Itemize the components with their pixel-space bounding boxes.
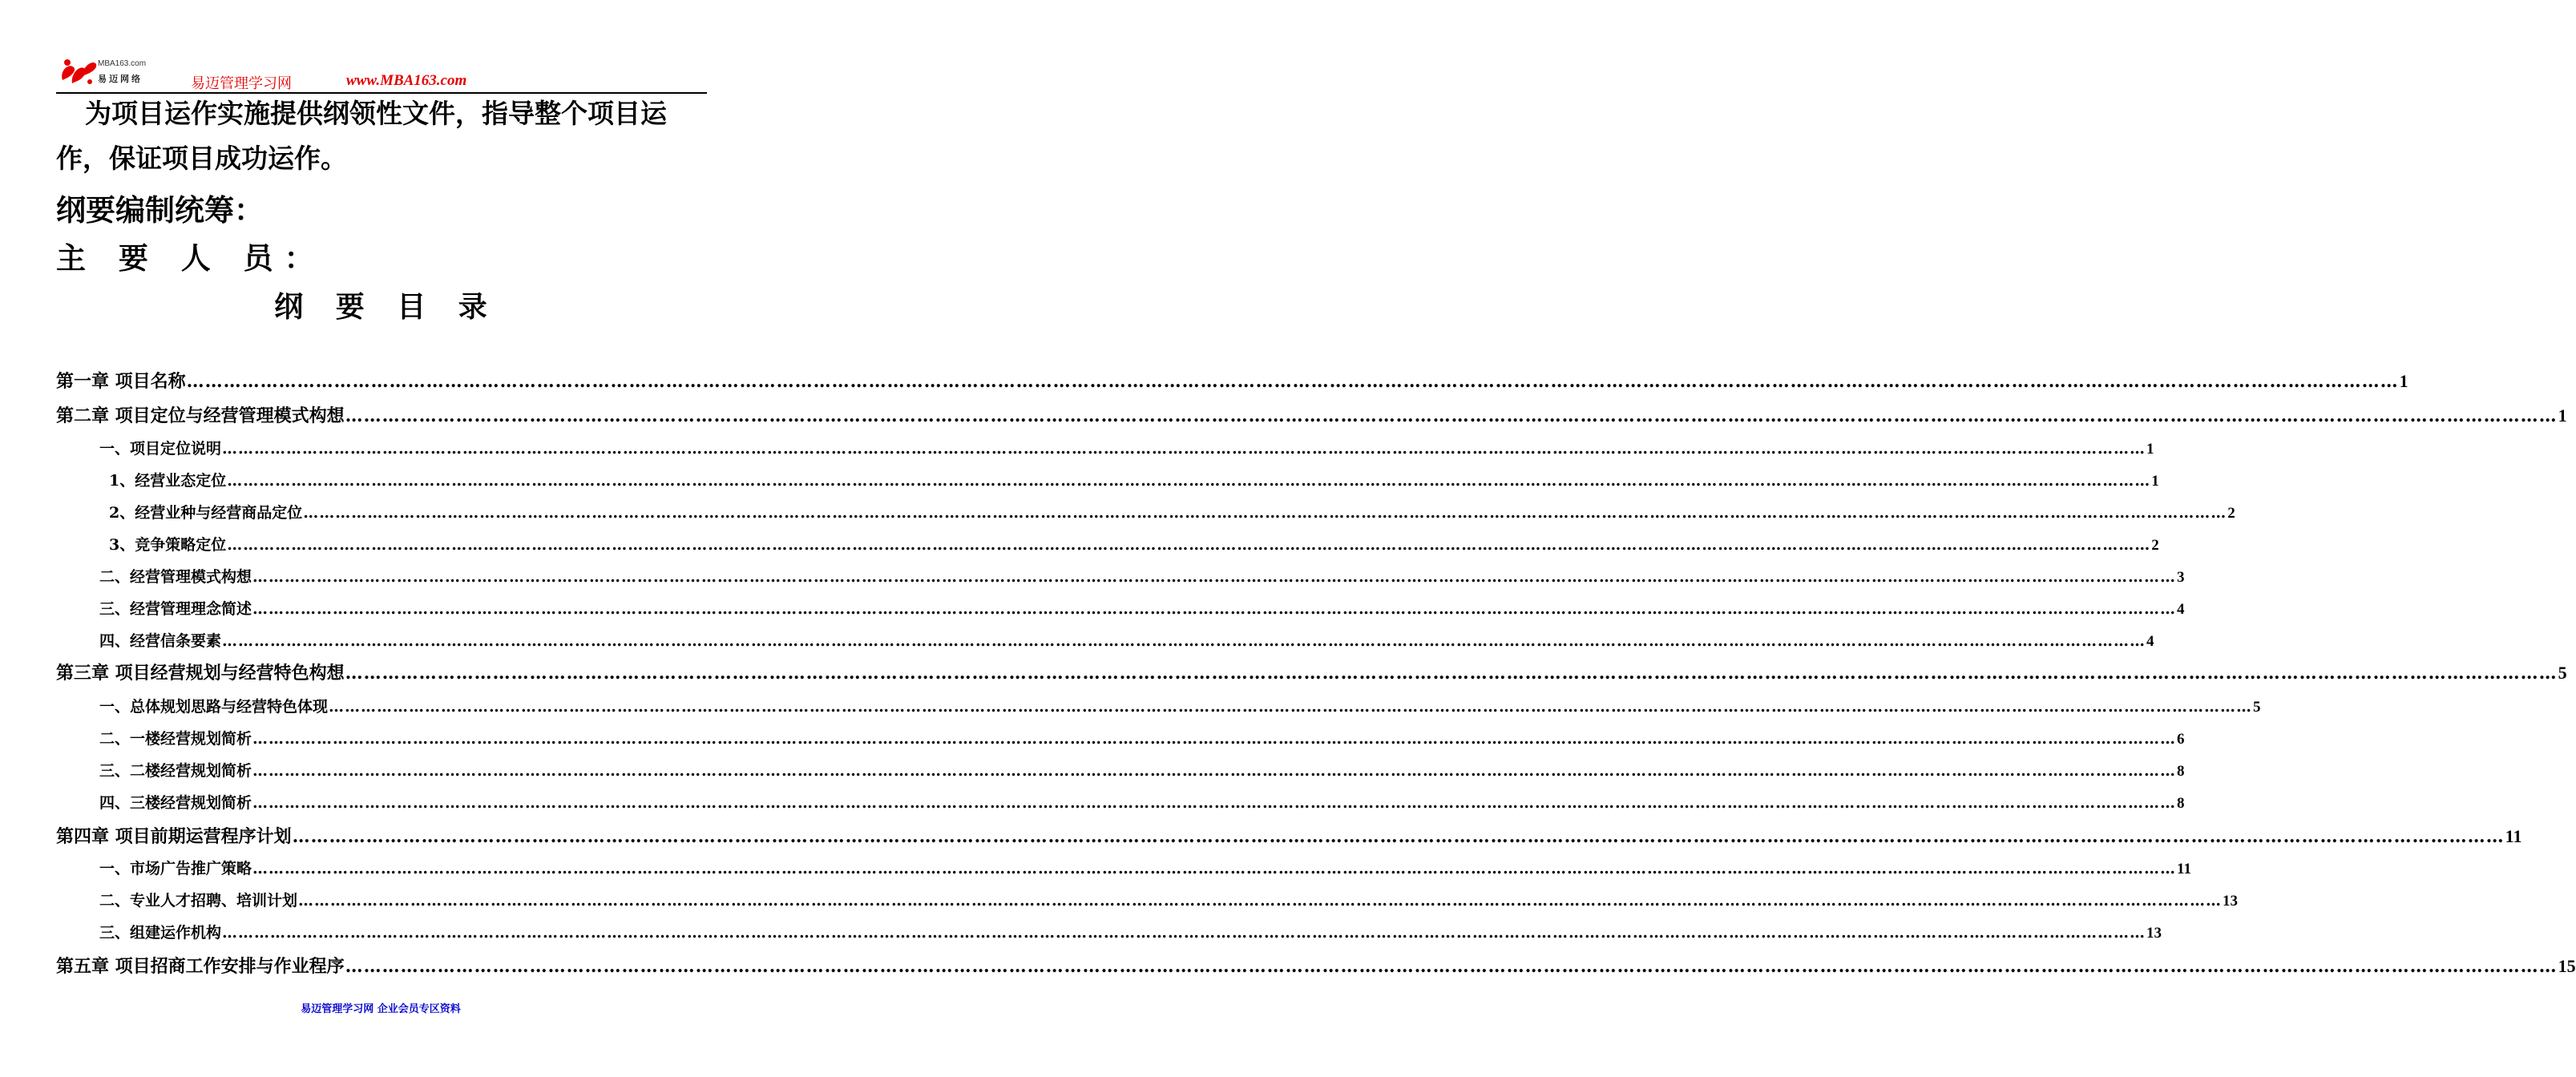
toc-dot-leader: ……………………………………………………………………………………………………………………………………………………………………………………………………………………………………………………………………………………………………………………………… <box>345 663 2558 684</box>
toc-dot-leader: ……………………………………………………………………………………………………………………………………………………………………………………………………………………………………………………………………………………………………………………………… <box>186 371 2399 392</box>
toc-entry-page: 11 <box>2177 861 2191 877</box>
toc-entry-page: 15 <box>2558 956 2576 976</box>
toc-entry-page: 2 <box>2227 505 2235 522</box>
toc-entry-label: 第五章 项目招商工作安排与作业程序 <box>56 956 345 977</box>
toc-entry-label: 二、一楼经营规划简析 <box>99 730 252 748</box>
toc-entry[interactable] <box>99 695 2261 716</box>
toc-dot-leader: ……………………………………………………………………………………………………………………………………………………………………………………………………………………………………………………………………………………………………………………………… <box>252 762 2177 780</box>
toc-dot-leader: ……………………………………………………………………………………………………………………………………………………………………………………………………………………………………………………………………………………………………………………………… <box>345 956 2558 977</box>
site-title: 易迈管理学习网 <box>191 75 292 92</box>
toc-dot-leader: ……………………………………………………………………………………………………………………………………………………………………………………………………………………………………………………………………………………………………………………………… <box>227 472 2151 490</box>
toc-entry[interactable] <box>99 791 2185 813</box>
toc-entry[interactable] <box>99 437 2154 458</box>
toc-entry-page: 6 <box>2177 731 2185 748</box>
toc-entry[interactable] <box>56 660 2567 684</box>
logo-brand-name: 易迈网络 <box>98 74 143 84</box>
toc-entry-label: 第四章 项目前期运营程序计划 <box>56 826 292 847</box>
compiler-field: 纲要编制统筹： <box>56 192 264 228</box>
toc-entry[interactable] <box>99 629 2154 651</box>
toc-entry-label: 四、经营信条要素 <box>99 632 222 650</box>
toc-entry[interactable] <box>99 727 2185 748</box>
toc-entry[interactable] <box>99 889 2239 910</box>
toc-entry-label: 三、二楼经营规划简析 <box>99 762 252 780</box>
toc-entry-label: 第三章 项目经营规划与经营特色构想 <box>56 663 345 684</box>
toc-dot-leader: ……………………………………………………………………………………………………………………………………………………………………………………………………………………………………………………………………………………………………………………………… <box>252 568 2177 586</box>
intro-text: 为项目运作实施提供纲领性文件，指导整个项目运作，保证项目成功运作。 <box>56 98 667 174</box>
toc-entry-page: 3 <box>2177 569 2185 586</box>
toc-entry[interactable] <box>56 823 2522 848</box>
toc-entry-label: 2、经营业种与经营商品定位 <box>109 504 303 522</box>
toc-dot-leader: ……………………………………………………………………………………………………………………………………………………………………………………………………………………………………………………………………………………………………………………………… <box>227 536 2151 554</box>
toc-entry-page: 11 <box>2505 826 2522 846</box>
toc-entry-page: 5 <box>2253 699 2261 716</box>
toc-dot-leader: ……………………………………………………………………………………………………………………………………………………………………………………………………………………………………………………………………………………………………………………………… <box>222 924 2146 942</box>
toc-entry[interactable] <box>109 469 2159 490</box>
toc-entry-label: 3、竞争策略定位 <box>109 536 227 554</box>
toc-entry-page: 4 <box>2146 633 2154 650</box>
site-url-link[interactable]: www.MBA163.com <box>346 72 467 89</box>
toc-entry-label: 一、项目定位说明 <box>99 440 222 458</box>
toc-entry-page: 2 <box>2151 537 2159 554</box>
toc-entry-label: 一、市场广告推广策略 <box>99 860 252 877</box>
toc-entry[interactable] <box>56 402 2567 427</box>
toc-entry-page: 1 <box>2558 405 2567 426</box>
toc-entry[interactable] <box>56 953 2576 978</box>
toc-dot-leader: ……………………………………………………………………………………………………………………………………………………………………………………………………………………………………………………………………………………………………………………………… <box>252 794 2177 812</box>
toc-entry-label: 二、专业人才招聘、培训计划 <box>99 892 298 910</box>
toc-entry-label: 1、经营业态定位 <box>109 472 227 490</box>
toc-dot-leader: ……………………………………………………………………………………………………………………………………………………………………………………………………………………………………………………………………………………………………………………………… <box>298 892 2223 910</box>
toc-entry-page: 5 <box>2558 663 2567 683</box>
toc-dot-leader: ……………………………………………………………………………………………………………………………………………………………………………………………………………………………………………………………………………………………………………………………… <box>303 504 2227 522</box>
toc-entry-label: 第二章 项目定位与经营管理模式构想 <box>56 405 345 426</box>
toc-entry[interactable] <box>99 857 2191 878</box>
toc-entry[interactable] <box>99 921 2162 942</box>
toc-dot-leader: ……………………………………………………………………………………………………………………………………………………………………………………………………………………………………………………………………………………………………………………………… <box>252 860 2177 877</box>
toc-entry-label: 三、组建运作机构 <box>99 924 222 942</box>
toc-entry-page: 1 <box>2399 371 2408 391</box>
toc-entry[interactable] <box>99 597 2185 619</box>
toc-dot-leader: ……………………………………………………………………………………………………………………………………………………………………………………………………………………………………………………………………………………………………………………………… <box>292 826 2505 847</box>
toc-dot-leader: ……………………………………………………………………………………………………………………………………………………………………………………………………………………………………………………………………………………………………………………………… <box>222 632 2146 650</box>
toc-entry-label: 一、总体规划思路与经营特色体现 <box>99 698 329 716</box>
toc-dot-leader: ……………………………………………………………………………………………………………………………………………………………………………………………………………………………………………………………………………………………………………………………… <box>222 440 2146 458</box>
toc-entry-page: 13 <box>2146 925 2162 942</box>
toc-entry-label: 第一章 项目名称 <box>56 371 186 392</box>
toc-entry-label: 四、三楼经营规划简析 <box>99 794 252 812</box>
toc-dot-leader: ……………………………………………………………………………………………………………………………………………………………………………………………………………………………………………………………………………………………………………………………… <box>345 405 2558 426</box>
toc-entry[interactable] <box>109 533 2159 555</box>
toc-entry-page: 8 <box>2177 795 2185 812</box>
toc-entry[interactable] <box>99 565 2185 587</box>
toc-entry-label: 二、经营管理模式构想 <box>99 568 252 586</box>
toc-entry-page: 1 <box>2151 473 2159 490</box>
toc-entry[interactable] <box>109 501 2235 522</box>
toc-entry-page: 13 <box>2223 893 2239 910</box>
toc-entry-page: 8 <box>2177 763 2185 780</box>
members-field: 主 要 人 员： <box>56 240 325 276</box>
toc-dot-leader: ……………………………………………………………………………………………………………………………………………………………………………………………………………………………………………………………………………………………………………………………… <box>252 730 2177 748</box>
toc-entry-page: 4 <box>2177 601 2185 618</box>
page-footer: 易迈管理学习网 企业会员专区资料 <box>301 1003 461 1015</box>
toc-entry[interactable] <box>99 759 2185 781</box>
toc-dot-leader: ……………………………………………………………………………………………………………………………………………………………………………………………………………………………………………………………………………………………………………………………… <box>329 698 2253 716</box>
toc-dot-leader: ……………………………………………………………………………………………………………………………………………………………………………………………………………………………………………………………………………………………………………………………… <box>252 600 2177 618</box>
toc-entry-label: 三、经营管理理念简述 <box>99 600 252 618</box>
toc-entry-page: 1 <box>2146 441 2154 458</box>
logo-site-text: MBA163.com <box>98 59 147 68</box>
toc-entry[interactable] <box>56 368 2408 393</box>
toc-title: 纲 要 目 录 <box>274 290 499 324</box>
